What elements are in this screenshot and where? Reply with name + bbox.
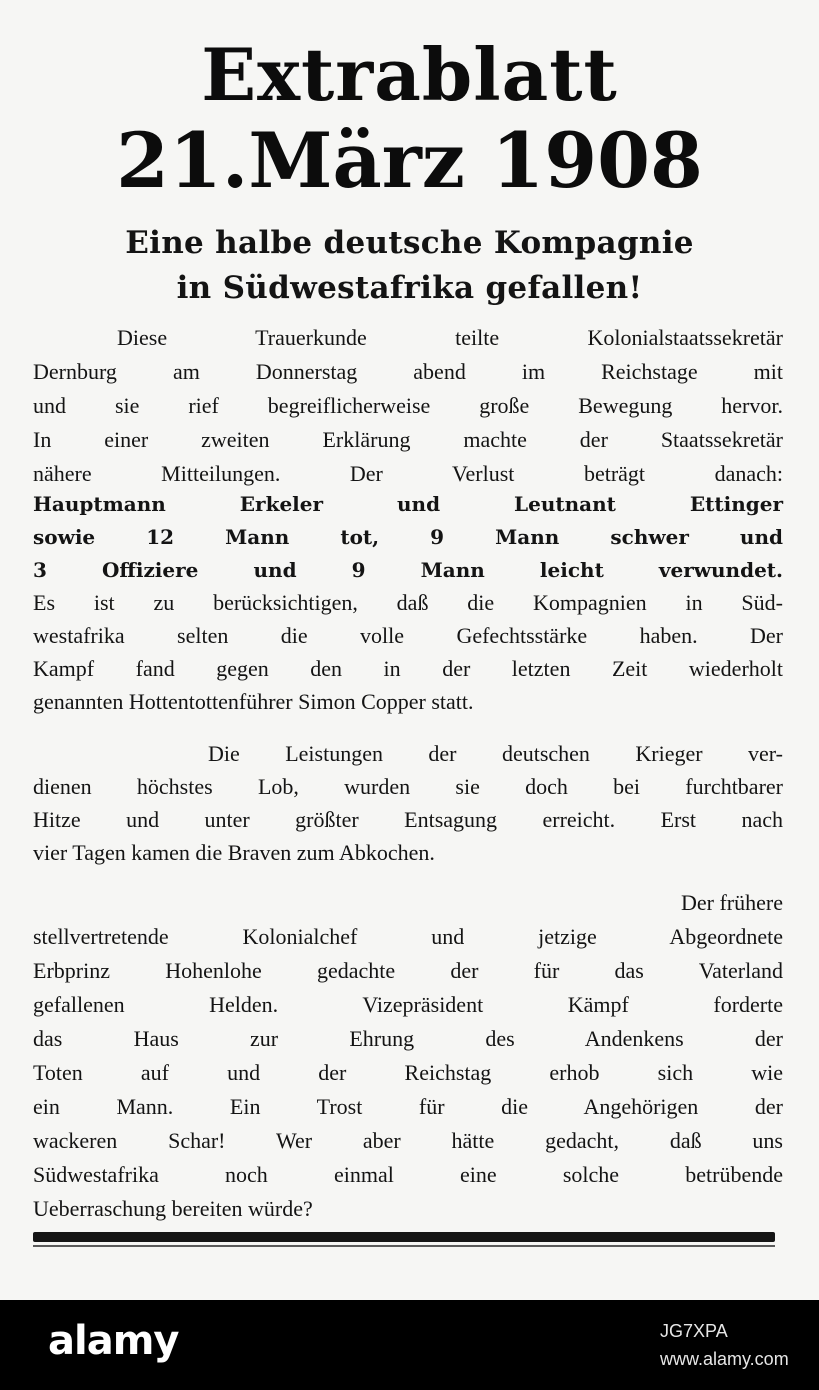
article-line: stellvertretende Kolonialchef und jetzige Abgeordnete — [33, 924, 783, 949]
headline-line-2: in Südwestafrika gefallen! — [176, 270, 643, 306]
image-id-label: JG7XPA — [660, 1321, 728, 1341]
closing-rule — [33, 1232, 775, 1242]
article-line: genannten Hottentottenführer Simon Copper statt. — [33, 689, 474, 714]
article-line: Der frühere — [681, 890, 783, 915]
article-line: gefallenen Helden. Vizepräsident Kämpf forderte — [33, 992, 783, 1017]
article-line: Dernburg am Donnerstag abend im Reichstage mit — [33, 359, 783, 384]
article-line: Es ist zu berücksichtigen, daß die Kompagnien in Süd- — [33, 590, 783, 615]
article-line: ein Mann. Ein Trost für die Angehörigen der — [33, 1094, 783, 1119]
article-line-bold: 3 Offiziere und 9 Mann leicht verwundet. — [33, 558, 783, 582]
article-line: und sie rief begreiflicherweise große Bewegung hervor. — [33, 393, 783, 418]
article-line: Toten auf und der Reichstag erhob sich wie — [33, 1060, 783, 1085]
article-line: nähere Mitteilungen. Der Verlust beträgt danach: — [33, 461, 783, 486]
article-line: Kampf fand gegen den in der letzten Zeit wiederholt — [33, 656, 783, 681]
masthead-date: 21.März 1908 — [116, 116, 703, 205]
article-line-bold: Hauptmann Erkeler und Leutnant Ettinger — [33, 492, 783, 516]
article-line: Hitze und unter größter Entsagung erreicht. Erst nach — [33, 807, 783, 832]
article-line-bold: sowie 12 Mann tot, 9 Mann schwer und — [33, 525, 783, 549]
article-line: Diese Trauerkunde teilte Kolonialstaatssekretär — [117, 325, 783, 350]
closing-rule-thin — [33, 1245, 775, 1247]
alamy-logo: alamy — [48, 1318, 179, 1364]
article-line: vier Tagen kamen die Braven zum Abkochen. — [33, 840, 435, 865]
site-url-label: www.alamy.com — [660, 1349, 789, 1369]
headline-line-1: Eine halbe deutsche Kompagnie — [125, 225, 694, 261]
article-line: Ueberraschung bereiten würde? — [33, 1196, 313, 1221]
article-line: das Haus zur Ehrung des Andenkens der — [33, 1026, 783, 1051]
article-line: wackeren Schar! Wer aber hätte gedacht, daß uns — [33, 1128, 783, 1153]
article-line: Erbprinz Hohenlohe gedachte der für das Vaterland — [33, 958, 783, 983]
article-line: westafrika selten die volle Gefechtsstärke haben. Der — [33, 623, 783, 648]
article-line: Die Leistungen der deutschen Krieger ver- — [208, 741, 783, 766]
article-line: Südwestafrika noch einmal eine solche betrübende — [33, 1162, 783, 1187]
article-line: In einer zweiten Erklärung machte der Staatssekretär — [33, 427, 783, 452]
masthead-title: Extrablatt — [201, 32, 618, 117]
article-line: dienen höchstes Lob, wurden sie doch bei furchtbarer — [33, 774, 783, 799]
